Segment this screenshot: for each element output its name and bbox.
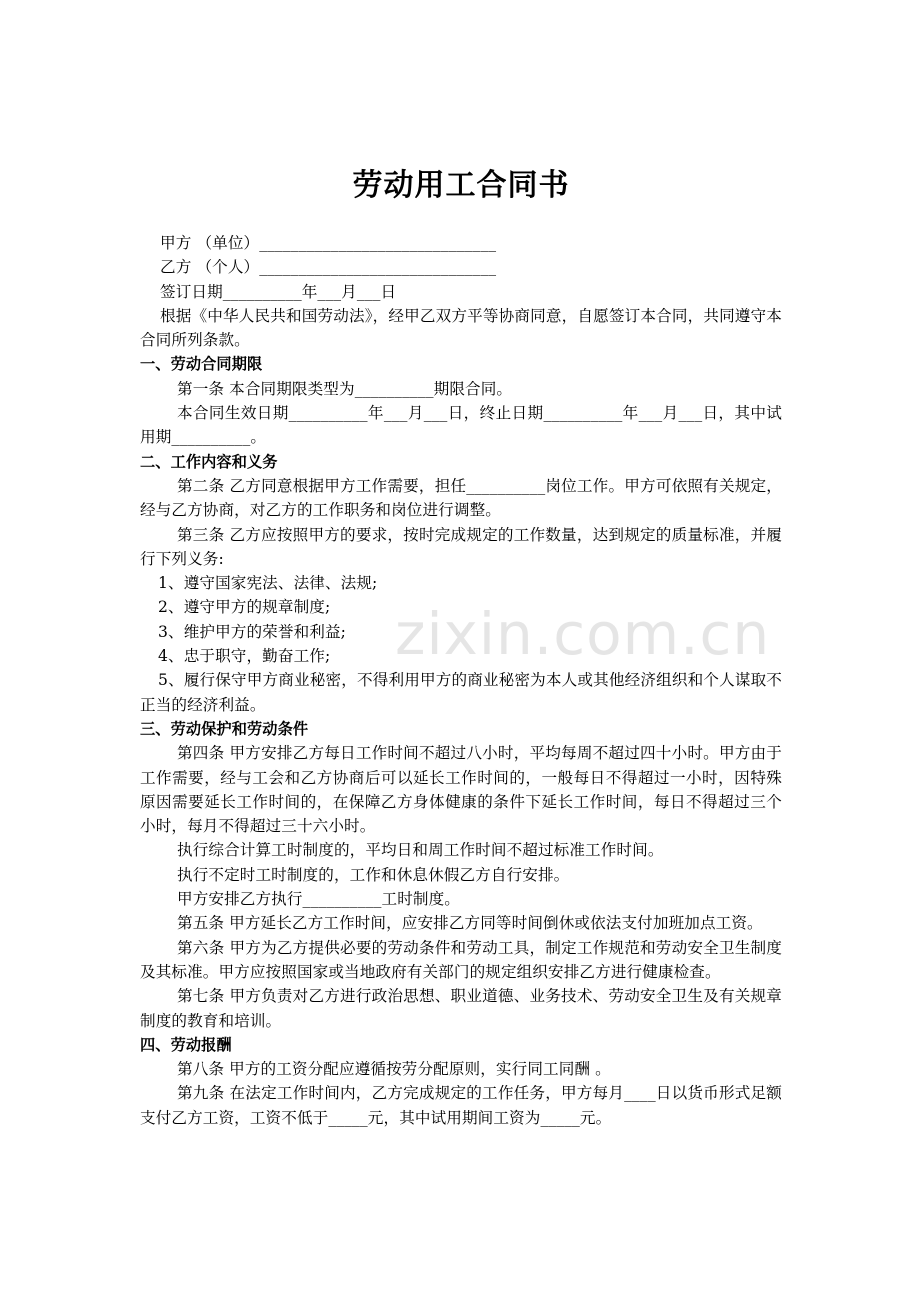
obligation-item: 1、遵守国家宪法、法律、法规;: [158, 574, 378, 593]
section-heading-pay: 四、劳动报酬: [140, 1035, 232, 1054]
section-heading-work: 二、工作内容和义务: [140, 452, 278, 471]
article-4: 第四条 甲方安排乙方每日工作时间不超过八小时，平均每周不超过四十小时。甲方由于工作需要，经与工会和乙方协商后可以延长工作时间的，一般每日不得超过一小时，因特殊原因需要延长工作时间的，在保障乙方身体健康的条件下延长工作时间，每日不得超过三个小时，每月不得超过三十六小时。: [140, 744, 782, 836]
document-body: [140, 231, 782, 1130]
obligation-item: 2、遵守甲方的规章制度;: [158, 598, 331, 617]
article-9: 第九条 在法定工作时间内，乙方完成规定的工作任务，甲方每月____日以货币形式足额支付乙方工资，工资不低于_____元，其中试用期间工资为_____元。: [140, 1084, 782, 1127]
obligation-item: 3、维护甲方的荣誉和利益;: [158, 622, 347, 641]
article-4-system: 甲方安排乙方执行__________工时制度。: [177, 890, 460, 909]
section-heading-term: 一、劳动合同期限: [140, 355, 263, 374]
obligation-item: 5、履行保守甲方商业秘密，不得利用甲方的商业秘密为本人或其他经济组织和个人谋取不正当的经济利益。: [140, 671, 782, 714]
article-6: 第六条 甲方为乙方提供必要的劳动条件和劳动工具，制定工作规范和劳动安全卫生制度及其标准。甲方应按照国家或当地政府有关部门的规定组织安排乙方进行健康检查。: [140, 938, 782, 981]
article-3: 第三条 乙方应按照甲方的要求，按时完成规定的工作数量，达到规定的质量标准，并履行下列义务:: [140, 525, 782, 568]
article-1-dates: 本合同生效日期__________年___月___日，终止日期__________年___月___日，其中试用期__________。: [140, 404, 782, 447]
article-1: 第一条 本合同期限类型为__________期限合同。: [177, 379, 513, 398]
article-7: 第七条 甲方负责对乙方进行政治思想、职业道德、业务技术、劳动安全卫生及有关规章制度的教育和培训。: [140, 987, 782, 1030]
article-2: 第二条 乙方同意根据甲方工作需要，担任__________岗位工作。甲方可依照有关规定，经与乙方协商，对乙方的工作职务和岗位进行调整。: [140, 476, 782, 520]
preamble: 根据《中华人民共和国劳动法》，经甲乙双方平等协商同意，自愿签订本合同，共同遵守本合同所列条款。: [140, 306, 782, 350]
article-4-flexible: 执行不定时工时制度的，工作和休息休假乙方自行安排。: [177, 865, 570, 884]
article-4-comprehensive: 执行综合计算工时制度的，平均日和周工作时间不超过标准工作时间。: [177, 841, 664, 860]
section-heading-protection: 三、劳动保护和劳动条件: [140, 719, 309, 738]
article-8: 第八条 甲方的工资分配应遵循按劳分配原则，实行同工同酬 。: [177, 1060, 611, 1079]
article-5: 第五条 甲方延长乙方工作时间，应安排乙方同等时间倒休或依法支付加班加点工资。: [177, 914, 763, 933]
party-a-line: 甲方 （单位）______________________________: [160, 234, 497, 252]
obligation-item: 4、忠于职守，勤奋工作;: [158, 647, 331, 666]
party-b-line: 乙方 （个人）______________________________: [160, 258, 497, 277]
document-title: 劳动用工合同书: [352, 168, 570, 203]
watermark: zixin.com.cn: [395, 600, 771, 668]
sign-date-line: 签订日期__________年___月___日: [160, 282, 397, 301]
